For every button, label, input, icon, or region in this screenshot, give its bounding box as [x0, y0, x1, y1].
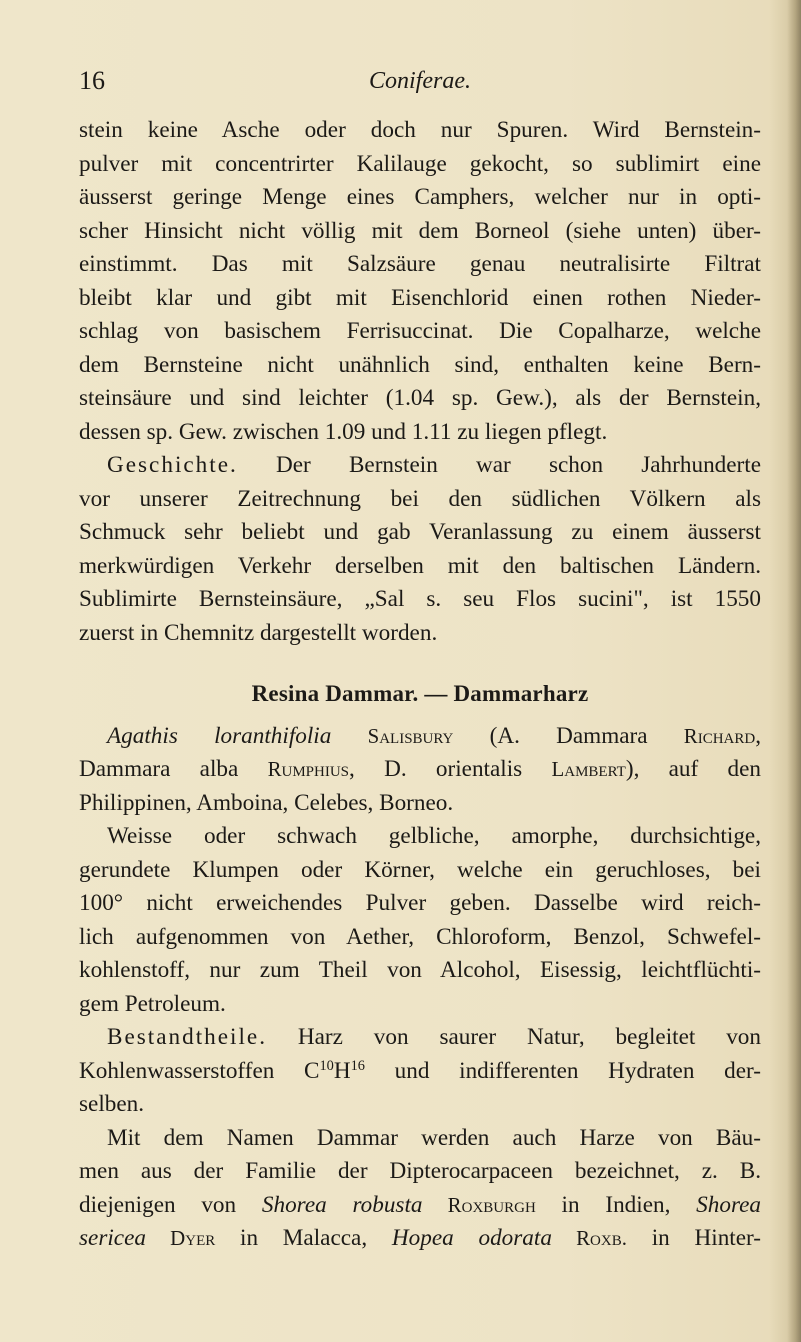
text-line: selben. — [79, 1091, 145, 1117]
text-line: dessen sp. Gew. zwischen 1.09 und 1.11 zu liegen pflegt. — [79, 418, 608, 445]
text-line — [79, 1189, 761, 1223]
text-line — [79, 753, 761, 787]
text-line: gem Petroleum. — [79, 990, 226, 1017]
paragraph-description — [79, 820, 761, 1021]
author-name: Rumphius — [267, 757, 350, 781]
text-run: in Hinter- — [626, 1225, 762, 1251]
text-line: einstimmt. Das mit Salzsäure genau neutralisirte Filtrat — [79, 251, 761, 277]
text-line: 100° nicht erweichendes Pulver geben. Dasselbe wird reich- — [79, 890, 761, 916]
text-line — [79, 720, 761, 754]
text-run: ), auf den — [625, 756, 761, 782]
text-run: und indifferenten Hydraten der- — [364, 1057, 761, 1084]
paragraph-history — [79, 449, 761, 650]
text-run: in Indien, — [535, 1191, 697, 1218]
text-line — [79, 1021, 761, 1055]
species-name: Shorea — [696, 1191, 761, 1218]
body-text — [79, 114, 761, 1256]
text-line: bleibt klar und gibt mit Eisenchlorid einen rothen Nieder- — [79, 284, 761, 311]
text-line: Mit dem Namen Dammar werden auch Harze von Bäu- — [107, 1124, 761, 1151]
running-head: Coniferae. — [369, 68, 471, 94]
paragraph-origin — [79, 720, 761, 821]
text-line — [79, 1055, 761, 1089]
text-run: H — [333, 1057, 351, 1084]
text-run: in Malacca, — [215, 1225, 392, 1251]
text-line: Weisse oder schwach gelbliche, amorphe, durchsichtige, — [107, 823, 761, 849]
paragraph-lead-geschichte: Geschichte. — [107, 452, 238, 478]
author-name: Dyer — [145, 1226, 216, 1250]
text-line: pulver mit concentrirter Kalilauge gekocht, so sublimirt eine — [79, 150, 761, 177]
text-line: Sublimirte Bernsteinsäure, „Sal s. seu Flos sucini", ist 1550 — [79, 586, 761, 612]
paragraph-lead-bestandtheile: Bestandtheile. — [107, 1024, 268, 1050]
text-line: Schmuck sehr beliebt und gab Veranlassung zu einem äusserst — [79, 519, 761, 545]
text-run: diejenigen von — [79, 1191, 262, 1218]
author-name: Lambert — [551, 757, 626, 781]
text-line: Philippinen, Amboina, Celebes, Borneo. — [79, 789, 454, 816]
text-line: stein keine Asche oder doch nur Spuren. Wird Bernstein- — [79, 117, 761, 143]
text-run: Der Bernstein war schon Jahrhunderte — [237, 452, 761, 478]
author-name: Roxburgh — [422, 1192, 536, 1217]
text-line — [79, 1222, 761, 1256]
text-line: merkwürdigen Verkehr derselben mit den baltischen Ländern. — [79, 552, 761, 579]
text-run: Kohlenwasserstoffen C — [79, 1057, 320, 1084]
text-line: steinsäure und sind leichter (1.04 sp. Gew.), als der Bernstein, — [79, 385, 761, 411]
species-name: Shorea robusta — [261, 1191, 423, 1218]
text-line: dem Bernsteine nicht unähnlich sind, enthalten keine Bern- — [79, 351, 761, 378]
text-run: Dammara alba — [79, 756, 268, 782]
paragraph-constituents — [79, 1021, 761, 1122]
text-line: scher Hinsicht nicht völlig mit dem Borneol (siehe unten) über- — [79, 217, 761, 244]
text-line: schlag von basischem Ferrisuccinat. Die Copalharze, welche — [79, 318, 761, 344]
section-heading: Resina Dammar. — Dammarharz — [251, 681, 589, 706]
text-line: lich aufgenommen von Aether, Chloroform, Benzol, Schwefel- — [79, 923, 761, 950]
text-run: Harz von saurer Natur, begleitet von — [267, 1024, 761, 1050]
text-line: gerundete Klumpen oder Körner, welche ein geruchloses, bei — [79, 856, 761, 883]
text-line: vor unserer Zeitrechnung bei den südlichen Völkern als — [79, 485, 761, 512]
page-edge-shadow — [787, 0, 801, 1342]
author-name: Roxb. — [551, 1226, 627, 1250]
text-run: (A. Dammara — [453, 722, 684, 749]
superscript: 10 — [319, 1057, 334, 1074]
text-line: kohlenstoff, nur zum Theil von Alcohol, Eisessig, leichtflüchti- — [79, 957, 761, 983]
text-run: , D. orientalis — [349, 756, 552, 782]
text-line — [79, 449, 761, 483]
text-line: men aus der Familie der Dipterocarpaceen bezeichnet, z. B. — [79, 1158, 761, 1184]
page-header — [79, 66, 759, 100]
paragraph-amber-properties — [79, 114, 761, 449]
author-name: Richard — [683, 723, 756, 748]
superscript: 16 — [350, 1057, 365, 1074]
species-name: Agathis loranthifolia — [107, 722, 332, 749]
author-name: Salisbury — [367, 723, 454, 748]
species-name: sericea — [79, 1225, 146, 1251]
text-line: äusserst geringe Menge eines Camphers, welcher nur in opti- — [79, 184, 761, 210]
text-run: , — [755, 722, 762, 749]
page-number: 16 — [79, 66, 105, 95]
paragraph-other-dammars — [79, 1122, 761, 1256]
text-line: zuerst in Chemnitz dargestellt worden. — [79, 619, 438, 646]
species-name: Hopea odorata — [391, 1225, 552, 1251]
